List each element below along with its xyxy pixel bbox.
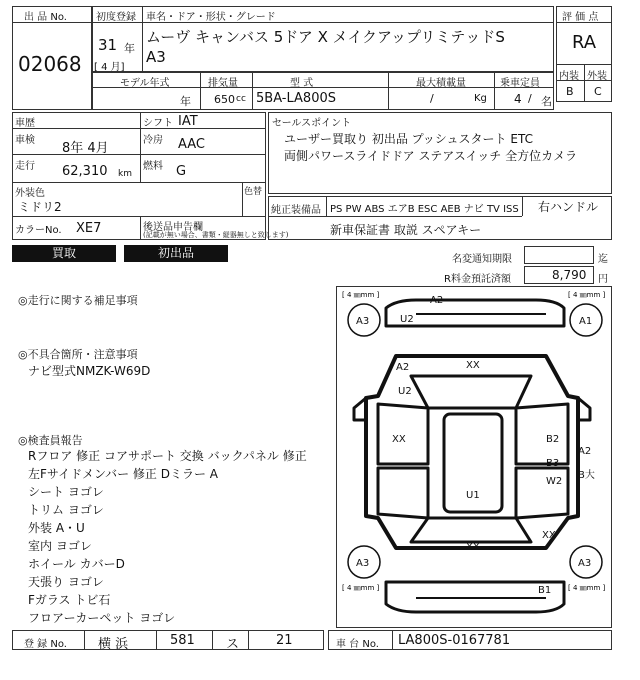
report-line: 左Fサイドメンバー 修正 Dミラー A <box>28 467 218 481</box>
tire-top-right: [ 4 ㎜mm ] <box>568 291 606 299</box>
mark-u2-top: U2 <box>400 314 414 325</box>
mark-a2-left: A2 <box>396 362 410 373</box>
report-line: 室内 ヨゴレ <box>28 539 92 553</box>
mark-a2-top: A2 <box>430 295 444 306</box>
shift-value: IAT <box>178 114 198 129</box>
recycle-unit: 円 <box>598 274 608 285</box>
exterior-value: C <box>594 85 602 98</box>
car-name-label: 車名・ドア・形状・グレード <box>146 12 276 23</box>
color-no-label: カラーNo. <box>15 225 62 236</box>
mark-xx-hood: XX <box>466 360 480 371</box>
mark-a1-top-right: A1 <box>579 316 593 327</box>
equipment-label: 純正装備品 <box>271 205 321 216</box>
sales-line-1: ユーザー買取り 初出品 プッシュスタート ETC <box>284 132 533 146</box>
docs-note: (記載が無い場合、書類・縦器無しと致します) <box>143 231 289 239</box>
recycle-label: R料金預託済額 <box>444 274 511 285</box>
inspector-report <box>28 447 307 627</box>
mark-a3-bottom-right: A3 <box>578 558 592 569</box>
mark-xx-rear-right: XX <box>542 530 556 541</box>
sales-line-2: 両側パワースライドドア ステアスイッチ 全方位カメラ <box>284 149 578 163</box>
name-change-box <box>524 246 594 264</box>
max-load-label: 最大積載量 <box>416 78 466 89</box>
mileage-unit: km <box>118 169 132 179</box>
mileage-value: 62,310 <box>62 164 108 179</box>
exterior-label: 外装 <box>587 71 607 82</box>
inspection-label: 車検 <box>15 135 35 146</box>
tire-top-left: [ 4 ㎜mm ] <box>342 291 380 299</box>
sales-label: セールスポイント <box>272 118 352 129</box>
displacement-unit: cc <box>236 94 246 104</box>
recycle-value: 8,790 <box>552 268 587 282</box>
mark-b-large-right: B大 <box>578 470 595 481</box>
interior-value: B <box>566 85 574 98</box>
max-load-unit: Kg <box>474 93 487 104</box>
name-change-unit: 迄 <box>598 254 608 265</box>
capacity-unit: 名 <box>541 95 552 108</box>
model-year-label: モデル年式 <box>120 78 170 89</box>
report-line: トリム ヨゴレ <box>28 503 104 517</box>
defects-label: ◎不具合箇所・注意事項 <box>18 348 138 361</box>
mark-xx-left: XX <box>392 434 406 445</box>
chassis-value: LA800S-0167781 <box>398 633 511 648</box>
ac-value: AAC <box>178 137 205 152</box>
year-unit: 年 <box>124 42 135 55</box>
inspection-value: 8年 4月 <box>62 141 109 156</box>
mark-a2-right: A2 <box>578 446 592 457</box>
displacement-value: 650 <box>214 93 235 106</box>
reg-kana: ス <box>226 637 240 652</box>
shift-label: シフト <box>143 118 173 129</box>
repaint-label: 色替 <box>244 187 263 197</box>
ac-label: 冷房 <box>143 135 163 146</box>
fuel-label: 燃料 <box>143 161 163 172</box>
first-reg-month: [ 4 月] <box>94 62 125 73</box>
car-name: ムーヴ キャンバス 5ドア X メイクアップリミテッドS <box>146 28 505 46</box>
mark-b1-bottom: B1 <box>538 585 552 596</box>
reg-label: 登 録 No. <box>24 639 67 650</box>
interior-label: 内装 <box>559 71 579 82</box>
displacement-label: 排気量 <box>208 78 238 89</box>
capacity-value: 4 <box>514 92 522 106</box>
type-label: 型 式 <box>290 78 314 89</box>
docs-label: 後送品申告欄 <box>143 222 203 233</box>
reg-class: 581 <box>170 633 195 648</box>
equipment-value: PS PW ABS エアB ESC AEB ナビ TV ISS <box>330 204 519 215</box>
defects-item: ナビ型式NMZK-W69D <box>28 364 151 378</box>
max-load-value: / <box>430 92 434 105</box>
mark-u2-left: U2 <box>398 386 412 397</box>
mileage-label: 走行 <box>15 161 35 172</box>
mark-a3-top-left: A3 <box>356 316 370 327</box>
report-line: 天張り ヨゴレ <box>28 575 104 589</box>
first-reg-label: 初度登録 <box>96 12 136 23</box>
car-grade: A3 <box>146 48 166 66</box>
mark-u1-roof: U1 <box>466 490 480 501</box>
report-line: 外装 A・U <box>28 521 85 535</box>
name-change-label: 名変通知期限 <box>452 254 512 265</box>
model-year-unit: 年 <box>180 95 191 108</box>
supplement-label: ◎走行に関する補足事項 <box>18 294 138 307</box>
report-line: ホイール カバーD <box>28 557 125 571</box>
ext-color-value: ミドリ2 <box>18 200 62 214</box>
car-damage-diagram <box>336 286 612 628</box>
ext-color-label: 外装色 <box>15 188 45 199</box>
handle-value: 右ハンドル <box>538 200 599 214</box>
reg-area: 横 浜 <box>98 637 129 652</box>
report-line: Fガラス トビ石 <box>28 593 111 607</box>
lot-number: 02068 <box>18 52 82 76</box>
grade-label: 評 価 点 <box>562 12 599 23</box>
lot-label: 出 品 No. <box>24 12 67 23</box>
fuel-value: G <box>176 164 187 179</box>
color-no-value: XE7 <box>76 221 102 236</box>
first-listing-tag: 初出品 <box>124 245 228 262</box>
first-reg-year: 31 <box>98 36 118 54</box>
tire-bottom-right: [ 4 ㎜mm ] <box>568 584 606 592</box>
warranty-value: 新車保証書 取説 スペアキー <box>330 223 482 237</box>
report-line: Rフロア 修正 コアサポート 交換 バックパネル 修正 <box>28 449 307 463</box>
grade-value: RA <box>572 32 597 53</box>
chassis-label: 車 台 No. <box>336 639 379 650</box>
mark-b3-right: B3 <box>546 458 560 469</box>
capacity-sep: / <box>528 92 532 105</box>
tire-bottom-left: [ 4 ㎜mm ] <box>342 584 380 592</box>
report-line: フロアーカーペット ヨゴレ <box>28 611 176 625</box>
mark-w2-right: W2 <box>546 476 563 487</box>
reg-number: 21 <box>276 633 293 648</box>
mark-a3-bottom-left: A3 <box>356 558 370 569</box>
mark-xx-rear: XX <box>466 542 480 553</box>
capacity-label: 乗車定員 <box>500 78 540 89</box>
purchase-tag: 買取 <box>12 245 116 262</box>
report-line: シート ヨゴレ <box>28 485 104 499</box>
type-value: 5BA-LA800S <box>256 91 336 106</box>
history-label: 車歴 <box>15 118 35 129</box>
mark-b2-right: B2 <box>546 434 560 445</box>
inspector-label: ◎検査員報告 <box>18 434 83 447</box>
